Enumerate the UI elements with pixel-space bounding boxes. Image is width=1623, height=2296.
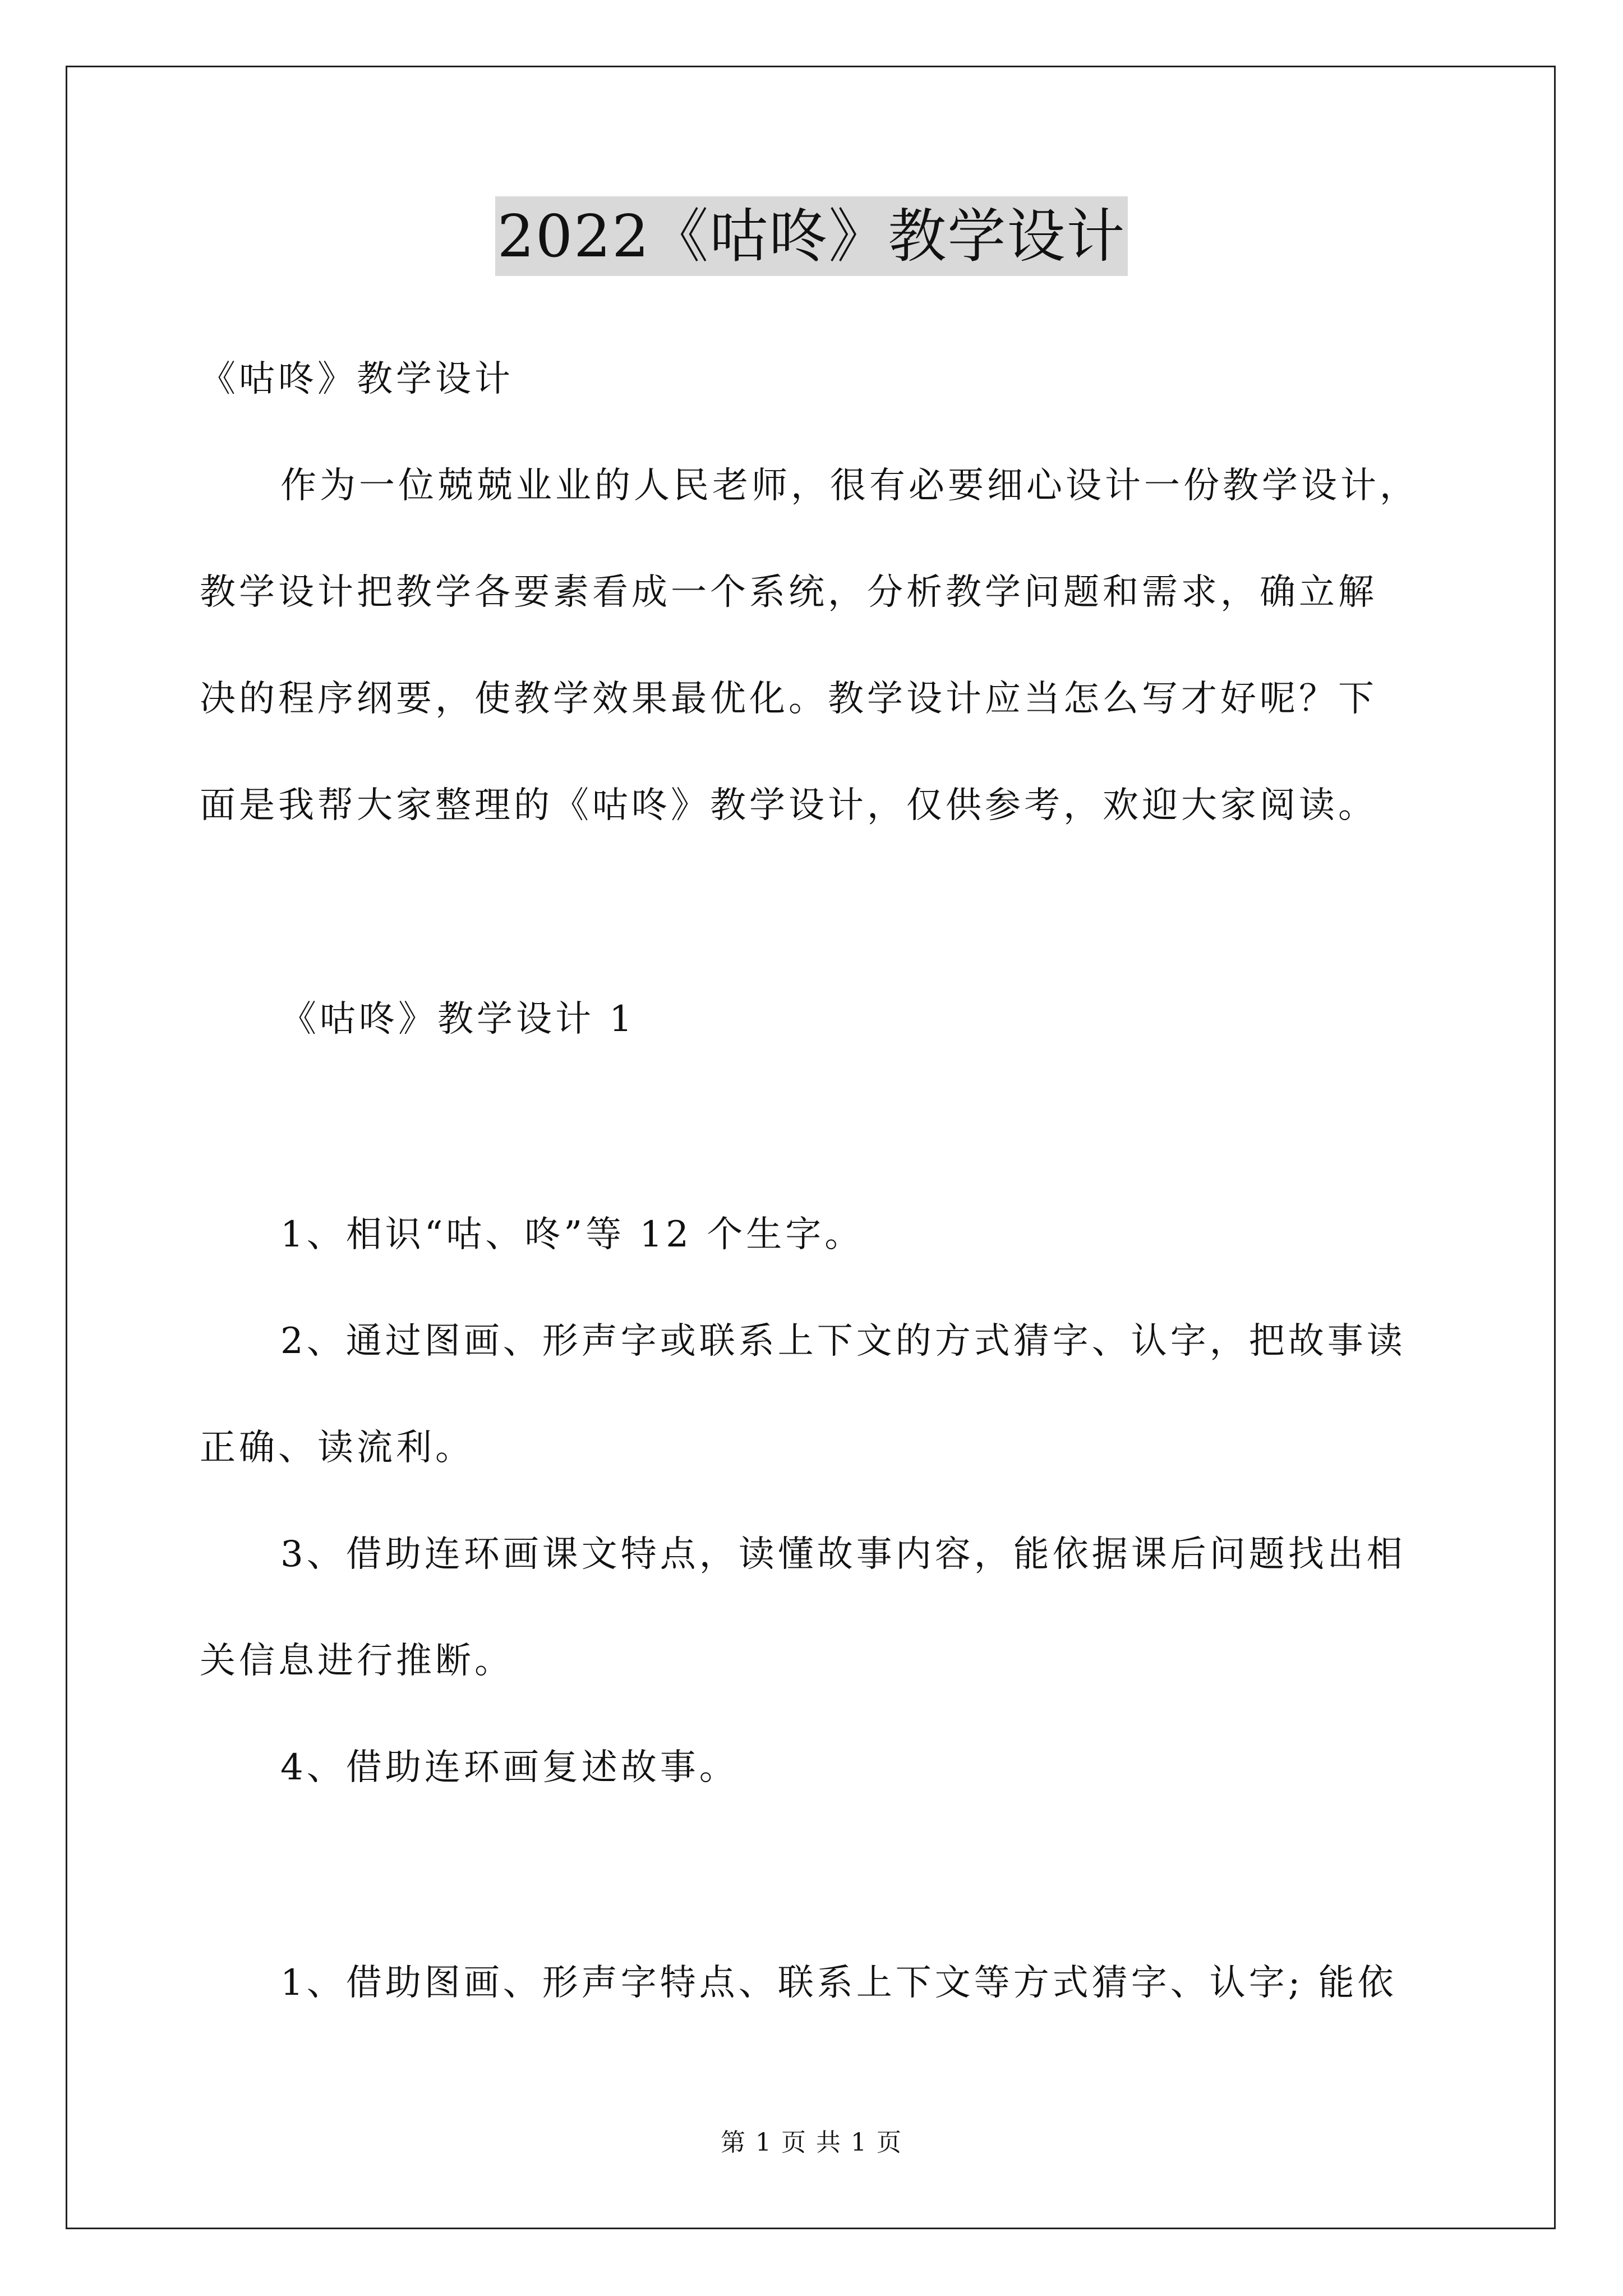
title-container — [0, 196, 1623, 276]
objective-line-3: 正确、读流利。 — [200, 1427, 474, 1469]
intro-line-4: 面是我帮大家整理的《咕咚》教学设计，仅供参考，欢迎大家阅读。 — [200, 785, 1377, 826]
objective-line-2: 2、通过图画、形声字或联系上下文的方式猜字、认字，把故事读 — [280, 1320, 1406, 1362]
objective-line-6: 4、借助连环画复述故事。 — [280, 1747, 739, 1788]
document-title: 2022《咕咚》教学设计 — [495, 196, 1128, 276]
intro-line-1: 作为一位兢兢业业的人民老师，很有必要细心设计一份教学设计， — [280, 465, 1419, 507]
key-point-line-1: 1、借助图画、形声字特点、联系上下文等方式猜字、认字; 能依 — [280, 1962, 1397, 2004]
intro-line-3: 决的程序纲要，使教学效果最优化。教学设计应当怎么写才好呢？下 — [200, 678, 1377, 720]
section-heading: 《咕咚》教学设计 1 — [280, 999, 636, 1040]
objective-line-5: 关信息进行推断。 — [200, 1640, 514, 1682]
document-subtitle: 《咕咚》教学设计 — [200, 358, 514, 400]
objective-line-4: 3、借助连环画课文特点，读懂故事内容，能依据课后问题找出相 — [280, 1534, 1406, 1575]
page-footer: 第 1 页 共 1 页 — [721, 2128, 902, 2157]
objective-line-1: 1、相识“咕、咚”等 12 个生字。 — [280, 1214, 864, 1255]
intro-line-2: 教学设计把教学各要素看成一个系统，分析教学问题和需求，确立解 — [200, 572, 1377, 613]
